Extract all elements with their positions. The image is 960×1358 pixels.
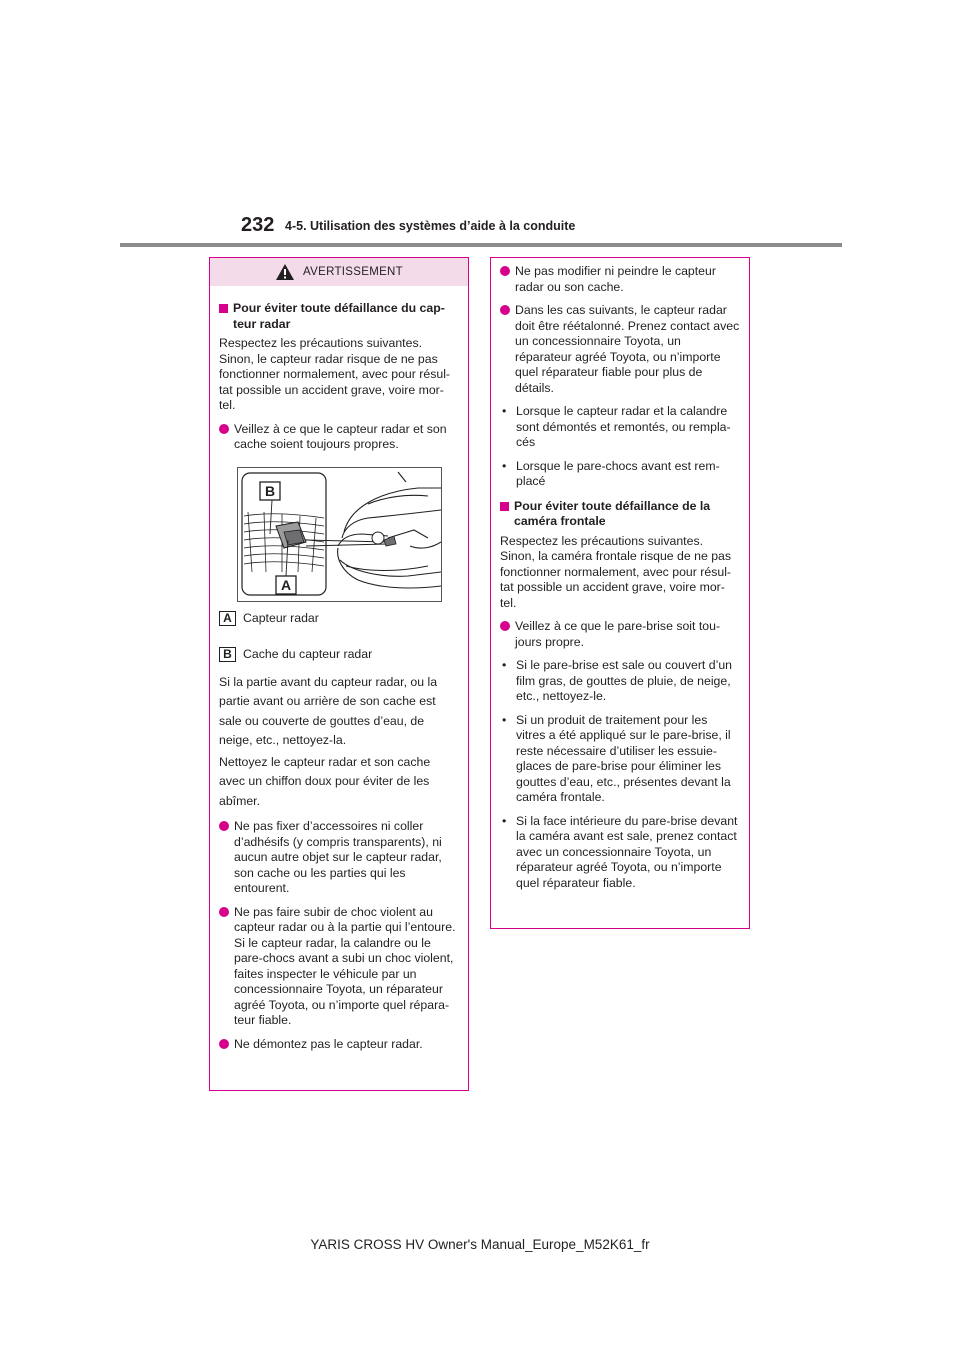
sub-bullet-text: Lorsque le pare-chocs avant est rem-placé <box>516 458 720 488</box>
circle-bullet-icon <box>500 305 510 315</box>
sub-bullet-text: Si le pare-brise est sale ou couvert d’un film gras, de gouttes de pluie, de neige, etc., nettoyez-le. <box>516 658 732 703</box>
sub-bullet-text: Lorsque le capteur radar et la calandre sont démontés et remontés, ou rempla-cés <box>516 404 731 449</box>
radar-sensor-illustration <box>237 467 442 602</box>
legend-letter-b: B <box>219 647 236 662</box>
bullet-text: Veillez à ce que le pare-brise soit tou-jours propre. <box>515 619 721 649</box>
bullet-text: Veillez à ce que le capteur radar et son cache soient toujours propres. <box>234 421 447 451</box>
legend-text-b: Cache du capteur radar <box>243 647 373 661</box>
legend-letter-a: A <box>219 611 236 626</box>
circle-bullet-icon <box>500 266 510 276</box>
legend-text-a: Capteur radar <box>243 610 319 625</box>
intro-text: Respectez les précautions suivantes. Sinon, le capteur radar risque de ne pas fonctionner normalement, avec pour résul-tat possible un accident grave, voire mor-tel. <box>219 336 451 412</box>
square-bullet-icon <box>219 304 228 313</box>
section-title: 4-5. Utilisation des systèmes d’aide à la conduite <box>285 219 576 233</box>
bullet-text: Ne pas fixer d’accessoires ni coller d’adhésifs (y compris transparents), ni aucun autre objet sur le capteur radar, son cache ou les parties qui les entourent. <box>234 819 442 895</box>
cleaning-paragraph-2: Nettoyez le capteur radar et son cache avec un chiffon doux pour éviter de les abîmer. <box>219 754 431 808</box>
intro-text: Respectez les précautions suivantes. Sinon, la caméra frontale risque de ne pas fonctionner normalement, avec pour résul-tat possible un accident grave, voire mor-tel. <box>500 533 732 610</box>
legend-item-a <box>219 611 459 627</box>
section-heading-radar <box>219 301 459 332</box>
heading-text: Pour éviter toute défaillance de la caméra frontale <box>514 498 711 528</box>
bullet-item <box>219 422 459 453</box>
bullet-text: Ne pas faire subir de choc violent au capteur radar ou à la partie qui l’entoure. <box>234 904 456 934</box>
sub-bullet-text: Si la face intérieure du pare-brise devant la caméra avant est sale, prenez contact avec un concessionnaire Toyota, un réparateur agréé Toyota, ou n’importe quel réparateur fiable. <box>516 813 738 890</box>
circle-bullet-icon <box>219 1039 229 1049</box>
bullet-item <box>500 264 740 295</box>
bullet-text: Ne démontez pas le capteur radar. <box>234 1036 423 1051</box>
bullet-item <box>219 1037 459 1053</box>
warning-box-continued <box>490 257 750 929</box>
page-number: 232 <box>241 214 275 236</box>
car-front-drawing <box>238 468 441 601</box>
heading-text: Pour éviter toute défaillance du cap-teur radar <box>233 301 445 331</box>
sub-bullet-text: Si un produit de traitement pour les vitres a été appliqué sur le pare-brise, il reste nécessaire d’utiliser les essuie-glaces de pare-brise pour éliminer les gouttes d’eau, etc., présentes devant la caméra frontale. <box>516 712 731 804</box>
sub-bullet-item: • Lorsque le pare-chocs avant est rem-placé <box>500 459 740 490</box>
sub-bullet-item: • Lorsque le capteur radar et la calandre sont démontés et remontés, ou rempla-cés <box>500 404 740 451</box>
square-bullet-icon <box>500 502 509 511</box>
bullet-text: Dans les cas suivants, le capteur radar doit être réétalonné. Prenez contact avec un concessionnaire Toyota, un réparateur agréé Toyota, ou n’importe quel réparateur fiable pour plus de détails. <box>515 303 740 395</box>
bullet-item <box>219 905 459 1029</box>
legend-item-b <box>219 647 459 663</box>
sub-bullet-item: • Si un produit de traitement pour les vitres a été appliqué sur le pare-brise, il reste nécessaire d’utiliser les essuie-glaces de pare-brise pour éliminer les gouttes d’eau, etc., présentes devant la caméra frontale. <box>500 713 740 806</box>
circle-bullet-icon <box>219 907 229 917</box>
warning-header <box>210 258 468 286</box>
document-footer: YARIS CROSS HV Owner's Manual_Europe_M52K61_fr <box>310 1237 650 1252</box>
cleaning-paragraph-1: Si la partie avant du capteur radar, ou la partie avant ou arrière de son cache est sale ou couverte de gouttes d’eau, de neige, etc., nettoyez-la. <box>219 674 438 747</box>
figure-label-b: B <box>264 482 276 499</box>
warning-label: AVERTISSEMENT <box>303 266 403 278</box>
header-rule <box>120 243 842 247</box>
bullet-text: Ne pas modifier ni peindre le capteur radar ou son cache. <box>515 264 716 294</box>
section-heading-camera <box>500 499 740 530</box>
circle-bullet-icon <box>500 621 510 631</box>
bullet-text: Si le capteur radar, la calandre ou le pare-chocs avant a subi un choc violent, faites inspecter le véhicule par un concessionnaire Toyota, un réparateur agréé Toyota, ou n’importe quel répara-teur fiable. <box>234 935 454 1027</box>
bullet-item <box>219 819 459 897</box>
circle-bullet-icon <box>219 424 229 434</box>
bullet-item <box>500 619 740 650</box>
warning-box-radar <box>209 257 469 1091</box>
sub-bullet-item: • Si le pare-brise est sale ou couvert d’un film gras, de gouttes de pluie, de neige, etc., nettoyez-le. <box>500 658 740 705</box>
circle-bullet-icon <box>219 821 229 831</box>
warning-triangle-icon <box>275 263 295 281</box>
sub-bullet-item: • Si la face intérieure du pare-brise devant la caméra avant est sale, prenez contact avec un concessionnaire Toyota, un réparateur agréé Toyota, ou n’importe quel réparateur fiable. <box>500 814 740 892</box>
figure-label-a: A <box>280 576 292 593</box>
bullet-item <box>500 303 740 396</box>
